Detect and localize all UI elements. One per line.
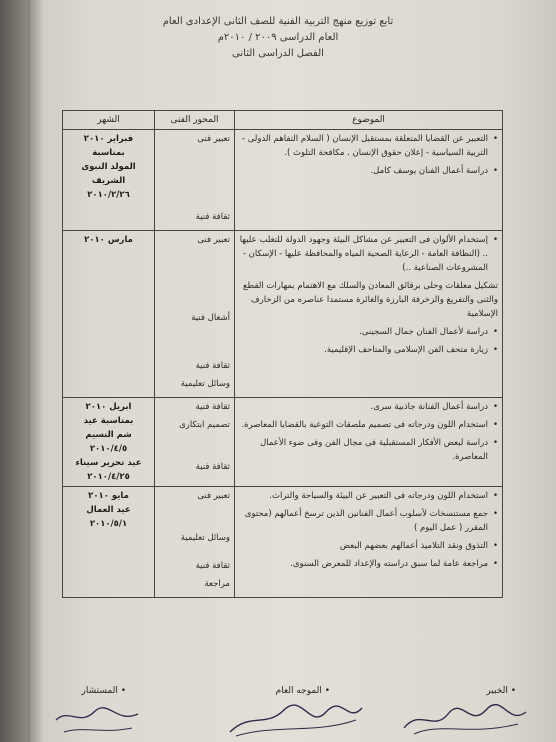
axis-label: تعبير فنى — [197, 491, 230, 501]
axis-label: تعبير فنى — [197, 134, 230, 144]
axis-cell — [155, 487, 235, 598]
month-line: مايو ٢٠١٠ — [88, 491, 129, 501]
topic-cell — [235, 398, 503, 487]
month-cell — [63, 398, 155, 487]
axis-label: أشغال فنية — [191, 313, 230, 323]
paper-edge-shadow — [0, 0, 44, 742]
advisor-handwritten-signature — [52, 698, 142, 738]
axis-label: ثقافة فنية — [195, 402, 230, 412]
table-row — [63, 487, 503, 598]
table-row — [63, 398, 503, 487]
axis-label: وسائل تعليمية — [180, 533, 230, 543]
bullet-icon: • — [492, 345, 498, 355]
axis-label: تصميم ابتكارى — [179, 420, 230, 430]
bullet-icon: • — [492, 235, 498, 245]
month-line: عيد تحرير سيناء — [75, 458, 142, 468]
list-item: • دراسة أعمال الفنانة جاذبية سرى. — [370, 402, 498, 412]
month-line: ابريل ٢٠١٠ — [85, 402, 132, 412]
bullet-icon: • — [492, 327, 498, 337]
axis-label: تعبير فنى — [197, 235, 230, 245]
month-line: ٢٠١٠/٢/٢٦ — [87, 190, 130, 200]
axis-label: ثقافة فنية — [195, 212, 230, 222]
axis-label: ثقافة فنية — [195, 561, 230, 571]
general-supervisor-handwritten-signature — [226, 698, 366, 738]
list-item: تشكيل معلقات وحلى برقائق المعادن والسلك مع الاهتمام بمهارات القطع والثنى والتفريغ والزخرفة البارزة والغائرة مستمدا عناصره من الزخارف الإسلامية — [242, 281, 498, 319]
bullet-icon: • — [492, 559, 498, 569]
list-item: • استخدام اللون ودرجاته فى التعبير عن البيئة والسياحة والتراث. — [269, 491, 498, 501]
document-header — [0, 14, 556, 62]
list-item: • التذوق ونقد التلاميذ أعمالهم بعضهم البعض — [339, 541, 498, 551]
academic-year: العام الدراسى ٢٠٠٩ / ٢٠١٠م — [217, 32, 339, 43]
list-item: • دراسة أعمال الفنان يوسف كامل. — [370, 166, 498, 176]
list-item: • مراجعة عامة لما سبق دراسته والإعداد للمعرض السنوى. — [290, 559, 498, 569]
axis-label: وسائل تعليمية — [180, 379, 230, 389]
month-line: ٢٠١٠/٥/١ — [89, 519, 128, 529]
list-item: • دراسة لبعض الأفكار المستقبلية فى مجال الفن وفى ضوء الأعمال المعاصرة. — [260, 438, 498, 462]
header-topic: الموضوع — [235, 111, 503, 130]
list-item: • جمع مستنسخات لأسلوب أعمال الفنانين الذين ترسخ أعمالهم (محتوى المقرر ( عمل اليوم ) — [244, 509, 498, 533]
advisor-label: • المستشار — [81, 686, 126, 696]
table-header-row — [63, 111, 503, 130]
axis-label: ثقافة فنية — [195, 462, 230, 472]
month-line: بمناسبة عيد — [83, 416, 134, 426]
month-cell — [63, 231, 155, 398]
header-axis: المحور الفنى — [155, 111, 235, 130]
bullet-icon: • — [492, 166, 498, 176]
bullet-icon: • — [492, 509, 498, 519]
signature-footer — [40, 686, 530, 742]
axis-label: ثقافة فنية — [195, 361, 230, 371]
document-title: تابع توزيع منهج التربية الفنية للصف الثانى الإعدادى العام — [162, 16, 394, 27]
month-line: فبراير ٢٠١٠ — [83, 134, 134, 144]
month-line: ٢٠١٠/٤/٥ — [89, 444, 128, 454]
list-item: • استخدام اللون ودرجاته فى تصميم ملصقات التوعية بالقضايا المعاصرة. — [241, 420, 498, 430]
list-item: • دراسة لأعمال الفنان جمال السجينى. — [359, 327, 498, 337]
bullet-icon: • — [492, 541, 498, 551]
expert-handwritten-signature — [400, 698, 530, 738]
axis-cell — [155, 231, 235, 398]
list-item: • زيارة متحف الفن الإسلامى والمتاحف الإقليمية. — [324, 345, 498, 355]
month-line: المولد النبوى — [81, 162, 136, 172]
term-label: الفصل الدراسى الثانى — [232, 48, 324, 59]
axis-cell — [155, 398, 235, 487]
month-line: بمناسبة — [92, 148, 125, 158]
list-item: • التعبير عن القضايا المتعلقة بمستقبل الإنسان ( السلام التفاهم الدولى - التربية السياسية - إعلان حقوق الإنسان . مكافحة التلوث ). — [241, 134, 498, 158]
expert-signature-label: • الخبير — [486, 686, 516, 696]
table-row — [63, 130, 503, 231]
list-item: • إستخدام الألوان فى التعبير عن مشاكل البيئة وجهود الدولة للتغلب عليها .. (النظافة العامة - الرعاية الصحية المياه والمحافظة عليها - الإسكان - المشروعات الصناعية ..) — [239, 235, 498, 273]
general-supervisor-label: • الموجه العام — [275, 686, 330, 696]
axis-cell — [155, 130, 235, 231]
month-line: ٢٠١٠/٤/٢٥ — [87, 472, 130, 482]
axis-label: مراجعة — [204, 579, 230, 589]
curriculum-table — [62, 110, 503, 598]
month-line: الشريف — [91, 176, 126, 186]
bullet-icon: • — [492, 438, 498, 448]
topic-cell — [235, 130, 503, 231]
header-month: الشهر — [63, 111, 155, 130]
bullet-icon: • — [492, 134, 498, 144]
bullet-icon: • — [492, 402, 498, 412]
topic-cell — [235, 487, 503, 598]
bullet-icon: • — [492, 491, 498, 501]
month-line: مارس ٢٠١٠ — [84, 235, 133, 245]
month-line: عيد العمال — [86, 505, 131, 515]
month-cell — [63, 487, 155, 598]
month-cell — [63, 130, 155, 231]
table-row — [63, 231, 503, 398]
month-line: شم النسيم — [85, 430, 132, 440]
bullet-icon: • — [492, 420, 498, 430]
topic-cell — [235, 231, 503, 398]
